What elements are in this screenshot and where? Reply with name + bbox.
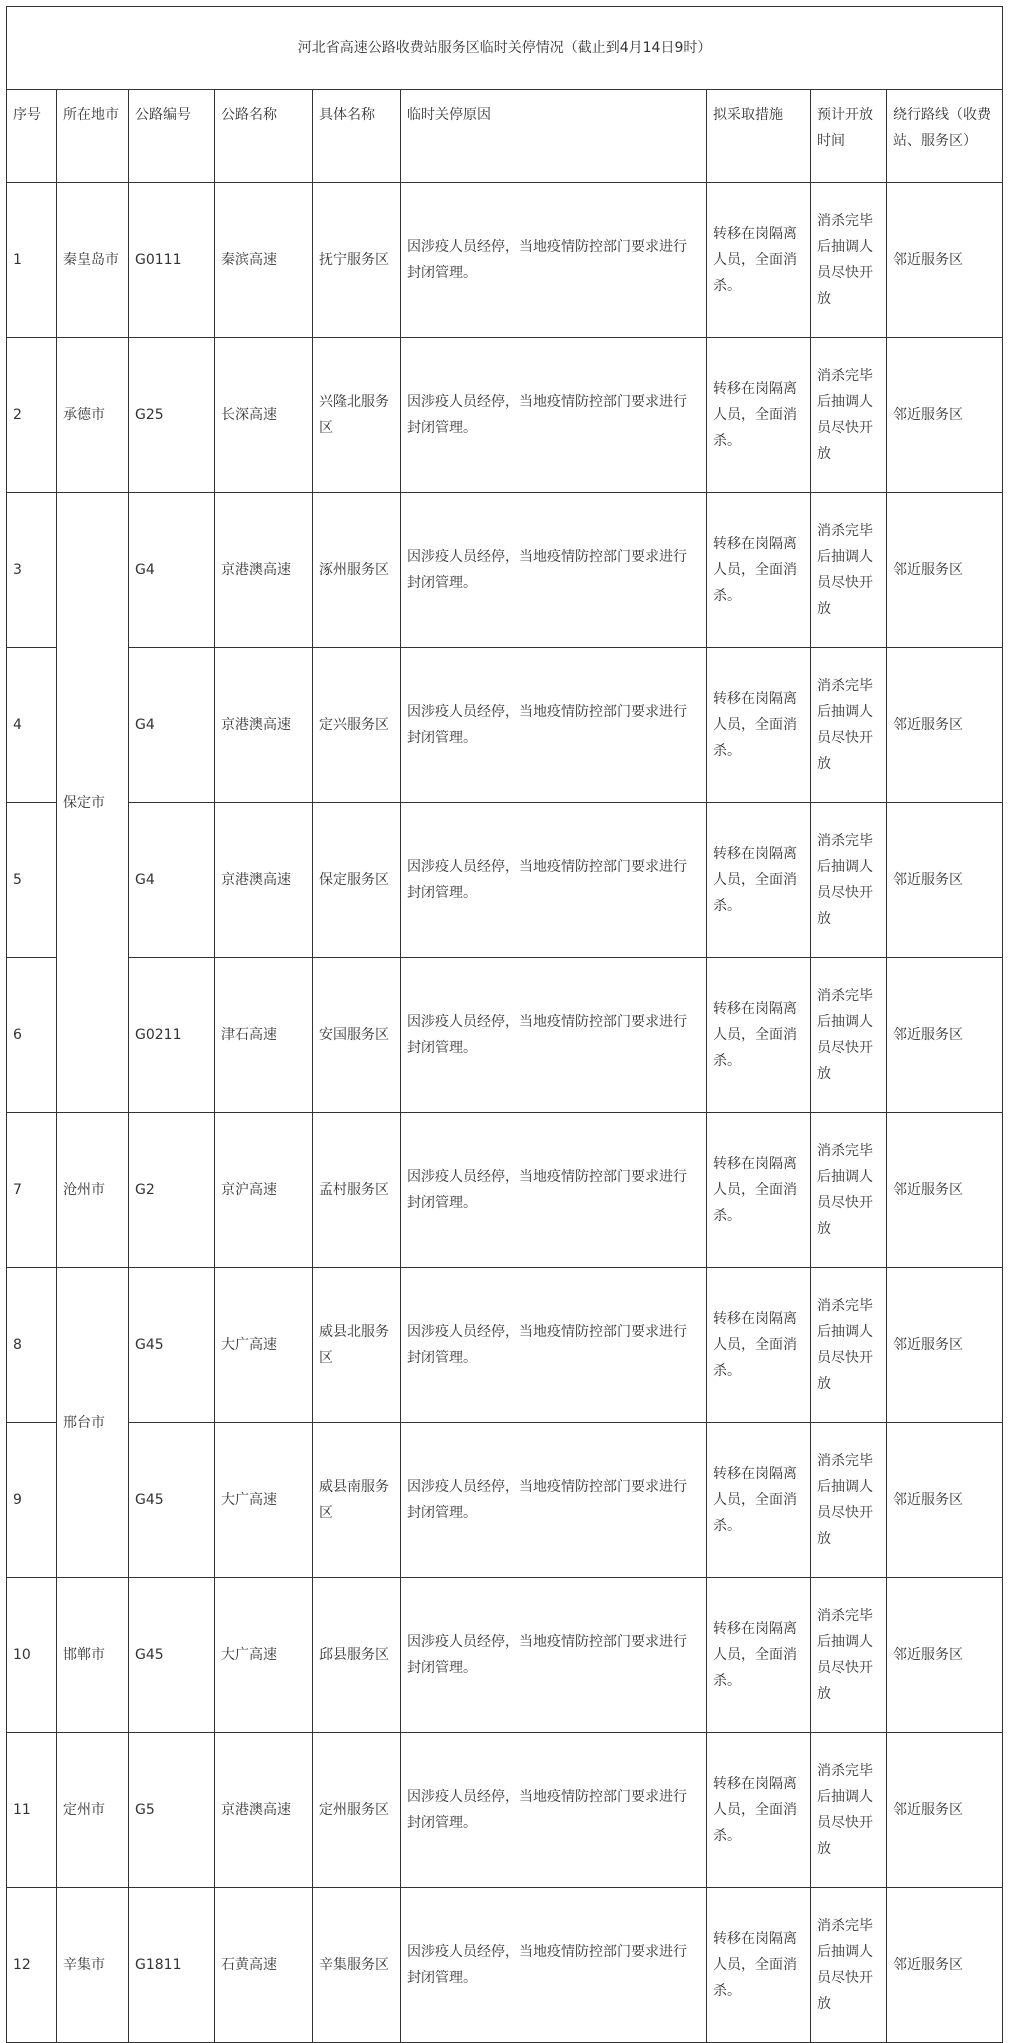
- cell-measures: 转移在岗隔离人员，全面消杀。: [707, 338, 811, 493]
- cell-reason: 因涉疫人员经停，当地疫情防控部门要求进行封闭管理。: [401, 338, 707, 493]
- cell-city: 邯郸市: [57, 1578, 129, 1733]
- cell-expected-open: 消杀完毕后抽调人员尽快开放: [811, 1113, 887, 1268]
- table-row: [7, 1423, 1003, 1578]
- cell-specific-name: 定州服务区: [313, 1733, 401, 1888]
- cell-road-code: G45: [129, 1578, 215, 1733]
- cell-index: 6: [7, 958, 57, 1113]
- cell-road-name: 京港澳高速: [215, 648, 313, 803]
- cell-reason: 因涉疫人员经停，当地疫情防控部门要求进行封闭管理。: [401, 183, 707, 338]
- cell-measures: 转移在岗隔离人员，全面消杀。: [707, 1888, 811, 2043]
- cell-measures: 转移在岗隔离人员，全面消杀。: [707, 1113, 811, 1268]
- cell-road-code: G45: [129, 1268, 215, 1423]
- cell-road-name: 京沪高速: [215, 1113, 313, 1268]
- table-row: [7, 183, 1003, 338]
- cell-city: 辛集市: [57, 1888, 129, 2043]
- cell-expected-open: 消杀完毕后抽调人员尽快开放: [811, 803, 887, 958]
- closure-table: [6, 6, 1003, 2043]
- cell-road-code: G5: [129, 1733, 215, 1888]
- cell-city: 沧州市: [57, 1113, 129, 1268]
- cell-detour: 邻近服务区: [887, 648, 1003, 803]
- cell-index: 11: [7, 1733, 57, 1888]
- cell-measures: 转移在岗隔离人员，全面消杀。: [707, 1268, 811, 1423]
- table-title: 河北省高速公路收费站服务区临时关停情况（截止到4月14日9时）: [7, 7, 1003, 90]
- cell-road-name: 京港澳高速: [215, 803, 313, 958]
- cell-expected-open: 消杀完毕后抽调人员尽快开放: [811, 1733, 887, 1888]
- cell-detour: 邻近服务区: [887, 183, 1003, 338]
- cell-index: 2: [7, 338, 57, 493]
- header-index: 序号: [7, 90, 57, 183]
- cell-expected-open: 消杀完毕后抽调人员尽快开放: [811, 1423, 887, 1578]
- cell-expected-open: 消杀完毕后抽调人员尽快开放: [811, 493, 887, 648]
- header-reason: 临时关停原因: [401, 90, 707, 183]
- header-city: 所在地市: [57, 90, 129, 183]
- cell-index: 1: [7, 183, 57, 338]
- cell-detour: 邻近服务区: [887, 1113, 1003, 1268]
- cell-measures: 转移在岗隔离人员，全面消杀。: [707, 1733, 811, 1888]
- cell-detour: 邻近服务区: [887, 1733, 1003, 1888]
- cell-measures: 转移在岗隔离人员，全面消杀。: [707, 648, 811, 803]
- cell-reason: 因涉疫人员经停，当地疫情防控部门要求进行封闭管理。: [401, 803, 707, 958]
- title-row: [7, 7, 1003, 90]
- cell-expected-open: 消杀完毕后抽调人员尽快开放: [811, 1578, 887, 1733]
- cell-road-name: 秦滨高速: [215, 183, 313, 338]
- cell-expected-open: 消杀完毕后抽调人员尽快开放: [811, 338, 887, 493]
- cell-reason: 因涉疫人员经停，当地疫情防控部门要求进行封闭管理。: [401, 958, 707, 1113]
- cell-specific-name: 兴隆北服务区: [313, 338, 401, 493]
- cell-specific-name: 威县南服务区: [313, 1423, 401, 1578]
- cell-reason: 因涉疫人员经停，当地疫情防控部门要求进行封闭管理。: [401, 648, 707, 803]
- cell-road-code: G45: [129, 1423, 215, 1578]
- cell-road-name: 京港澳高速: [215, 493, 313, 648]
- cell-detour: 邻近服务区: [887, 1578, 1003, 1733]
- cell-expected-open: 消杀完毕后抽调人员尽快开放: [811, 648, 887, 803]
- cell-index: 7: [7, 1113, 57, 1268]
- cell-index: 12: [7, 1888, 57, 2043]
- cell-road-name: 长深高速: [215, 338, 313, 493]
- cell-detour: 邻近服务区: [887, 803, 1003, 958]
- cell-specific-name: 保定服务区: [313, 803, 401, 958]
- cell-reason: 因涉疫人员经停，当地疫情防控部门要求进行封闭管理。: [401, 1733, 707, 1888]
- cell-road-code: G2: [129, 1113, 215, 1268]
- cell-measures: 转移在岗隔离人员，全面消杀。: [707, 183, 811, 338]
- cell-road-code: G4: [129, 803, 215, 958]
- cell-measures: 转移在岗隔离人员，全面消杀。: [707, 1578, 811, 1733]
- table-row: [7, 1578, 1003, 1733]
- table-row: [7, 958, 1003, 1113]
- table-row: [7, 1733, 1003, 1888]
- table-row: [7, 803, 1003, 958]
- cell-road-code: G0111: [129, 183, 215, 338]
- cell-road-code: G4: [129, 648, 215, 803]
- cell-city: 定州市: [57, 1733, 129, 1888]
- cell-specific-name: 威县北服务区: [313, 1268, 401, 1423]
- cell-specific-name: 抚宁服务区: [313, 183, 401, 338]
- cell-road-code: G4: [129, 493, 215, 648]
- cell-specific-name: 定兴服务区: [313, 648, 401, 803]
- cell-road-name: 大广高速: [215, 1578, 313, 1733]
- cell-detour: 邻近服务区: [887, 1268, 1003, 1423]
- table-row: [7, 1888, 1003, 2043]
- cell-measures: 转移在岗隔离人员，全面消杀。: [707, 493, 811, 648]
- header-row: [7, 90, 1003, 183]
- cell-city: 秦皇岛市: [57, 183, 129, 338]
- cell-detour: 邻近服务区: [887, 1423, 1003, 1578]
- header-road-code: 公路编号: [129, 90, 215, 183]
- cell-road-code: G25: [129, 338, 215, 493]
- cell-reason: 因涉疫人员经停，当地疫情防控部门要求进行封闭管理。: [401, 1423, 707, 1578]
- cell-index: 9: [7, 1423, 57, 1578]
- table-row: [7, 648, 1003, 803]
- cell-index: 3: [7, 493, 57, 648]
- table-row: [7, 338, 1003, 493]
- cell-road-code: G1811: [129, 1888, 215, 2043]
- cell-specific-name: 辛集服务区: [313, 1888, 401, 2043]
- header-detour: 绕行路线（收费站、服务区）: [887, 90, 1003, 183]
- cell-city: 邢台市: [57, 1268, 129, 1578]
- cell-expected-open: 消杀完毕后抽调人员尽快开放: [811, 958, 887, 1113]
- cell-expected-open: 消杀完毕后抽调人员尽快开放: [811, 1888, 887, 2043]
- cell-reason: 因涉疫人员经停，当地疫情防控部门要求进行封闭管理。: [401, 1268, 707, 1423]
- cell-reason: 因涉疫人员经停，当地疫情防控部门要求进行封闭管理。: [401, 1113, 707, 1268]
- cell-index: 10: [7, 1578, 57, 1733]
- cell-road-name: 津石高速: [215, 958, 313, 1113]
- cell-specific-name: 孟村服务区: [313, 1113, 401, 1268]
- cell-expected-open: 消杀完毕后抽调人员尽快开放: [811, 1268, 887, 1423]
- cell-index: 4: [7, 648, 57, 803]
- cell-measures: 转移在岗隔离人员，全面消杀。: [707, 1423, 811, 1578]
- header-specific-name: 具体名称: [313, 90, 401, 183]
- header-expected-open: 预计开放时间: [811, 90, 887, 183]
- cell-detour: 邻近服务区: [887, 1888, 1003, 2043]
- cell-specific-name: 邱县服务区: [313, 1578, 401, 1733]
- cell-road-name: 石黄高速: [215, 1888, 313, 2043]
- cell-detour: 邻近服务区: [887, 338, 1003, 493]
- cell-measures: 转移在岗隔离人员，全面消杀。: [707, 958, 811, 1113]
- header-road-name: 公路名称: [215, 90, 313, 183]
- cell-reason: 因涉疫人员经停，当地疫情防控部门要求进行封闭管理。: [401, 1578, 707, 1733]
- cell-measures: 转移在岗隔离人员，全面消杀。: [707, 803, 811, 958]
- cell-reason: 因涉疫人员经停，当地疫情防控部门要求进行封闭管理。: [401, 1888, 707, 2043]
- table-row: [7, 493, 1003, 648]
- cell-road-name: 大广高速: [215, 1268, 313, 1423]
- cell-detour: 邻近服务区: [887, 958, 1003, 1113]
- cell-city: 承德市: [57, 338, 129, 493]
- cell-road-code: G0211: [129, 958, 215, 1113]
- cell-city: 保定市: [57, 493, 129, 1113]
- cell-reason: 因涉疫人员经停，当地疫情防控部门要求进行封闭管理。: [401, 493, 707, 648]
- header-measures: 拟采取措施: [707, 90, 811, 183]
- cell-expected-open: 消杀完毕后抽调人员尽快开放: [811, 183, 887, 338]
- cell-index: 8: [7, 1268, 57, 1423]
- cell-specific-name: 涿州服务区: [313, 493, 401, 648]
- cell-specific-name: 安国服务区: [313, 958, 401, 1113]
- cell-road-name: 大广高速: [215, 1423, 313, 1578]
- cell-road-name: 京港澳高速: [215, 1733, 313, 1888]
- cell-index: 5: [7, 803, 57, 958]
- table-row: [7, 1113, 1003, 1268]
- table-row: [7, 1268, 1003, 1423]
- cell-detour: 邻近服务区: [887, 493, 1003, 648]
